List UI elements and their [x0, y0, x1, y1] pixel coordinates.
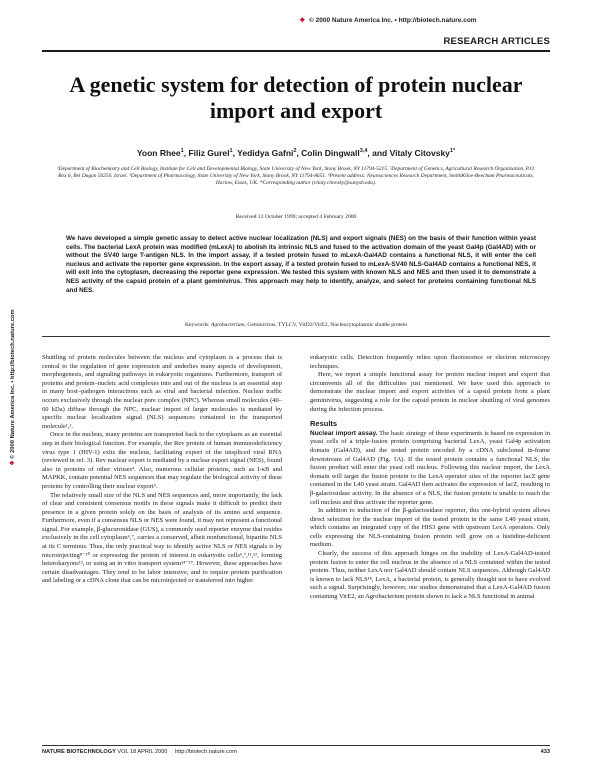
run-in-heading: Nuclear import assay.: [310, 429, 378, 437]
side-copyright: [10, 250, 30, 525]
author-name: Yoon Rhee: [136, 148, 181, 158]
nature-logo-icon: ❖: [10, 460, 16, 466]
body-column-left: [42, 354, 282, 586]
body-paragraph: In addition to induction of the β-galactosidase reporter, this one-hybrid system allows direct selection for the nuclear import of the tested protein in the same L40 yeast strain, which contains an integrated copy of the HIS3 gene with upstream LexA operators. Only cells expressing the NLS-containing fusion protein will grow on a histidine-deficient medium.: [310, 507, 550, 549]
keywords-label: Keywords:: [184, 322, 210, 328]
results-heading: Results: [310, 419, 338, 429]
footer-volume: VOL 18 APRIL 2000: [117, 749, 168, 755]
author-name: Filiz Gurel: [188, 148, 230, 158]
keywords-list: [211, 322, 407, 328]
footer-journal: NATURE BIOTECHNOLOGY: [42, 749, 116, 755]
keyword-rest: , Geminivirus, TYLCV, VirD2/VirE2, Nucleocytoplasmic shuttle protein: [244, 322, 408, 328]
received-dates: Received 13 October 1999; accepted 4 February 2000: [235, 214, 357, 220]
page-footer: [42, 749, 550, 755]
body-paragraph: [310, 430, 550, 507]
body-column-right: [310, 354, 550, 602]
footer-rule: [42, 745, 550, 746]
body-paragraph: eukaryotic cells. Detection frequently relies upon fluorescence or electron microscopy techniques.: [310, 354, 550, 370]
footer-url: http://biotech.nature.com: [175, 749, 237, 755]
keyword-italic: Agrobacterium: [210, 322, 245, 328]
author-sup: 2: [293, 148, 297, 155]
nature-logo-icon: ❖: [299, 17, 306, 24]
body-rule: [42, 336, 550, 337]
body-paragraph: Clearly, the success of this approach hinges on the inability of LexA-Gal4AD-tested protein fusion to enter the cell nucleus in the absence of a NLS contained within the tested protein. Thus, neither LexA nor Gal4AD should contain NLS sequences. Although Gal4AD is known to lack NLS¹⁸, LexA, a bacterial protein, is generally thought not to have evolved such a signal. Surprisingly, however, our studies demonstrated that a LexA-Gal4AD fusion containing VirE2, an Agrobacterium protein shown to lack a NLS functional in animal: [310, 550, 550, 601]
author-name: Yedidya Gafni: [237, 148, 294, 158]
side-copyright-text-wrap: [10, 250, 16, 525]
top-copyright-bar: [218, 16, 558, 24]
author-name: Colin Dingwall: [301, 148, 360, 158]
author-name: Vitaly Citovsky: [389, 148, 450, 158]
article-title: A genetic system for detection of protein nuclear import and export: [69, 72, 523, 123]
affiliations: ¹Department of Biochemistry and Cell Biology, Institute for Cell and Developmental Biology, State University of New York, Stony Brook, NY 11794-5215. ²Department of Genetics, Agricultural Research Organization, P.O. Box 6, Bet Dagan 50250, Israel. ³Department of Pharmacology, State University of New York, Stony Brook, NY 11794-8651. ⁴Present address: Neurosciences Research Department, SmithKline-Beecham Pharmaceuticals, Harlow, Essex, UK. *Corresponding author (vitaly.citovsky@sunysb.edu).: [57, 166, 535, 186]
section-heading: RESEARCH ARTICLES: [443, 36, 550, 47]
author-sup: 3,4: [359, 148, 368, 155]
author-sup: 1*: [449, 148, 456, 155]
body-paragraph: The relatively small size of the NLS and NES sequences and, more importantly, the lack of clear and consistent consensus motifs in these signals make it difficult to predict their presence in a given protein solely on the basis of analysis of its amino acid sequence. Furthermore, even if a consensus NLS or NES were found, it may not represent a functional signal. For example, β-glucuronidase (GUS), a commonly used reporter enzyme that resides exclusively in the cell cytoplasm⁶,⁷, carries a conserved, albeit nonfunctional, bipartite NLS at its C terminus. Thus, the only practical way to identify active NLS or NES signals is by microinjecting⁸⁻¹⁰ or expressing the protein of interest in eukaryotic cells⁶,⁷,¹¹,¹², forming heterokaryons¹³, or using an in vitro transport system¹⁴⁻¹⁷. However, these approaches have certain disadvantages. They tend to be labor intensive, and to require protein purification and labeling or a cDNA clone that can be microinjected or transferred into higher: [42, 491, 282, 585]
abstract: We have developed a simple genetic assay to detect active nuclear localization (NLS) and export signals (NES) on the basis of their function within yeast cells. The bacterial LexA protein was modified (mLexA) to abolish its intrinsic NLS and fused to the activation domain of the yeast Gal4p (Gal4AD) with or without the SV40 large T-antigen NLS. In the import assay, if a tested protein fused to mLexA-Gal4AD contains a functional NLS, it will enter the cell nucleus and activate the reporter gene expression. In the export assay, if a tested protein fused to mLexA-SV40 NLS-Gal4AD contains a functional NES, it will exit into the cytoplasm, decreasing the reporter gene expression. We tested this system with known NLS and NES and then used it to demonstrate a NES activity of the capsid protein of a plant geminivirus. This approach may help to identify, analyze, and select for proteins containing functional NLS and NES.: [66, 235, 536, 294]
author-sup: 1: [229, 148, 233, 155]
body-paragraph: Here, we report a simple functional assay for protein nuclear import and export that circumvents all of the difficulties just mentioned. We have used this approach to demonstrate the nuclear import and export activities of a capsid protein from a plant geminivirus, suggesting a role for the capsid protein in nuclear shuttling of viral genomes during the infection process.: [310, 371, 550, 413]
side-copyright-text: © 2000 Nature America Inc. • http://biotech.nature.com: [10, 309, 16, 459]
author-sup: 1: [180, 148, 184, 155]
header-rule: [42, 50, 550, 52]
page-number: 433: [540, 749, 550, 755]
copyright-text: © 2000 Nature America Inc. • http://biotech.nature.com: [309, 17, 477, 24]
author-list: Yoon Rhee$^1$, Filiz Gurel$^1$, Yedidya Gafni$^2$, Colin Dingwall$^{3,4}$, and Vitaly Citovsky$^{1*}$: [136, 148, 456, 158]
body-paragraph: Once in the nucleus, many proteins are transported back to the cytoplasm as an essential step in their biological function. For example, the Rev protein of human immunodeficiency virus type 1 (HIV-1) exits the nucleus, facilitating export of the unspliced viral RNA (reviewed in ref. 3). Rev nuclear export is mediated by a nuclear export signal (NES), found also in proteins of other viruses⁴. Also, numerous cellular proteins, such as I-κB and MAPKK, contain potential NES sequences that may regulate the biological activity of these proteins by controlling their nuclear export⁵.: [42, 431, 282, 490]
run-in-text: The basic strategy of these experiments is based on expression in yeast cells of a triple-fusion protein comprising bacterial LexA, yeast Gal4p activation domain (Gal4AD), and the tested protein encoded by a cDNA subcloned in-frame downstream of Gal4AD (Fig. 1A). If the tested protein contains a functional NLS, the fusion product will enter the yeast cell nucleus. Following this nuclear import, the LexA domain will target the fusion protein to the LexA operator sites of the reporter lacZ gene contained in the L40 yeast strain. Gal4AD then activates the expression of lacZ, resulting in β-galactosidase activity. In the absence of a NLS, the fusion protein is unable to reach the cell nucleus and thus activate the reporter gene.: [310, 429, 550, 506]
keywords: [42, 322, 550, 328]
body-paragraph: Shuttling of protein molecules between the nucleus and cytoplasm is a process that is central to the regulation of gene expression and underlies many aspects of development, morphogenesis, and signaling pathways in eukaryotic organisms. Furthermore, transport of proteins and protein–nucleic acid complexes into and out of the nucleus is an essential step in many host–pathogen interactions such as viral and bacterial infection. Nuclear traffic occurs exclusively through the nuclear pore complex (NPC). Whereas small molecules (40–60 kDa) diffuse through the NPC, nuclear import of larger molecules is mediated by specific nuclear localization signal (NLS) sequences contained in the transported molecule¹,².: [42, 354, 282, 430]
